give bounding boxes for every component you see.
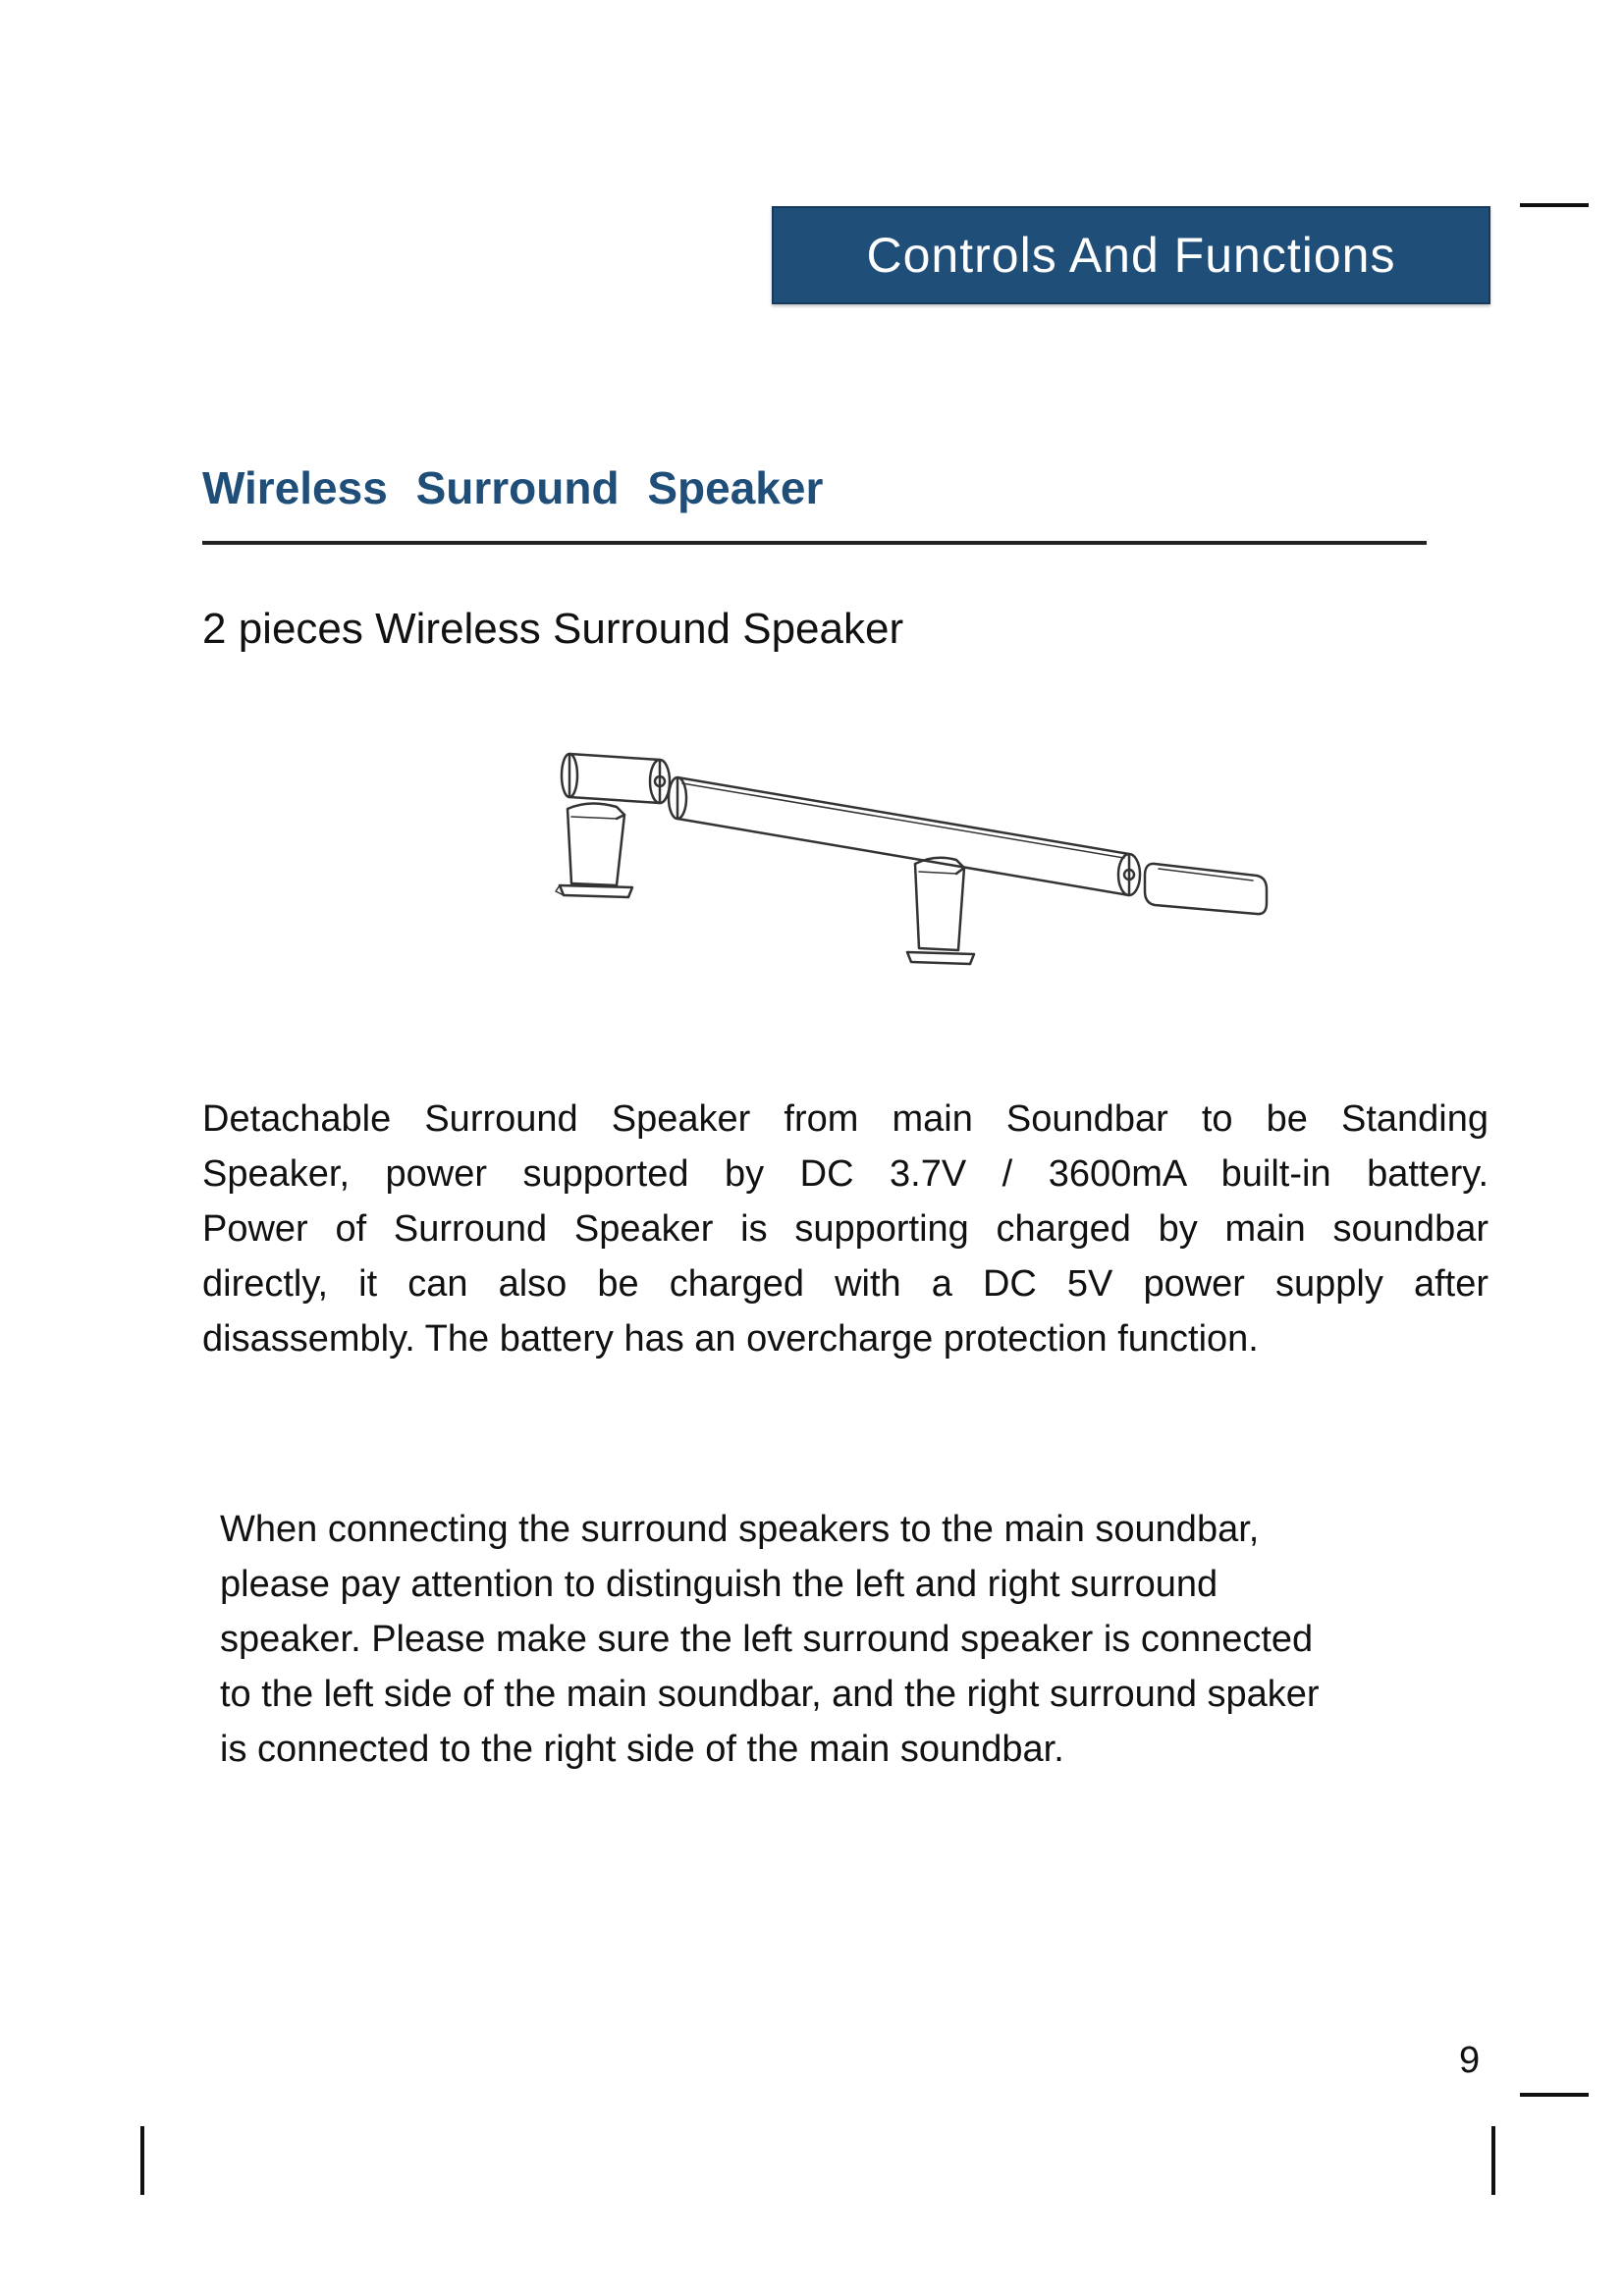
left-end-speaker	[562, 754, 670, 803]
corner-mark-bottom-right	[1520, 2093, 1589, 2097]
description-line: Speaker, power supported by DC 3.7V / 3600mA built-in battery.	[202, 1153, 1489, 1195]
note-line: to the left side of the main soundbar, and the right surround spaker	[220, 1674, 1320, 1715]
description-paragraph	[202, 1092, 1489, 1366]
right-end-speaker	[1145, 864, 1267, 914]
note-line: please pay attention to distinguish the left and right surround	[220, 1564, 1218, 1605]
section-heading: Wireless Surround Speaker	[202, 462, 824, 513]
note-line: speaker. Please make sure the left surround speaker is connected	[220, 1619, 1314, 1660]
soundbar-with-detachable-surround-speakers-icon	[550, 738, 1276, 984]
description-line: directly, it can also be charged with a DC 5V power supply after	[202, 1263, 1489, 1305]
center-standing-speaker	[907, 858, 974, 964]
crop-mark-bottom-right	[1491, 2126, 1495, 2195]
section-header-box	[772, 206, 1490, 304]
subheading: 2 pieces Wireless Surround Speaker	[202, 605, 904, 653]
note-line: is connected to the right side of the main soundbar.	[220, 1729, 1064, 1770]
description-line: Power of Surround Speaker is supporting charged by main soundbar	[202, 1208, 1489, 1250]
heading-divider	[202, 541, 1427, 545]
left-standing-speaker	[556, 803, 632, 897]
description-line: disassembly. The battery has an overcharge protection function.	[202, 1318, 1259, 1360]
description-line: Detachable Surround Speaker from main Soundbar to be Standing	[202, 1098, 1489, 1140]
connection-note-paragraph	[220, 1502, 1496, 1777]
page-title: Controls And Functions	[866, 228, 1396, 283]
note-line: When connecting the surround speakers to the main soundbar,	[220, 1509, 1260, 1550]
crop-mark-bottom-left	[140, 2126, 144, 2195]
main-soundbar	[669, 777, 1140, 895]
page-number: 9	[1459, 2040, 1481, 2081]
corner-mark-top-right	[1520, 203, 1589, 207]
